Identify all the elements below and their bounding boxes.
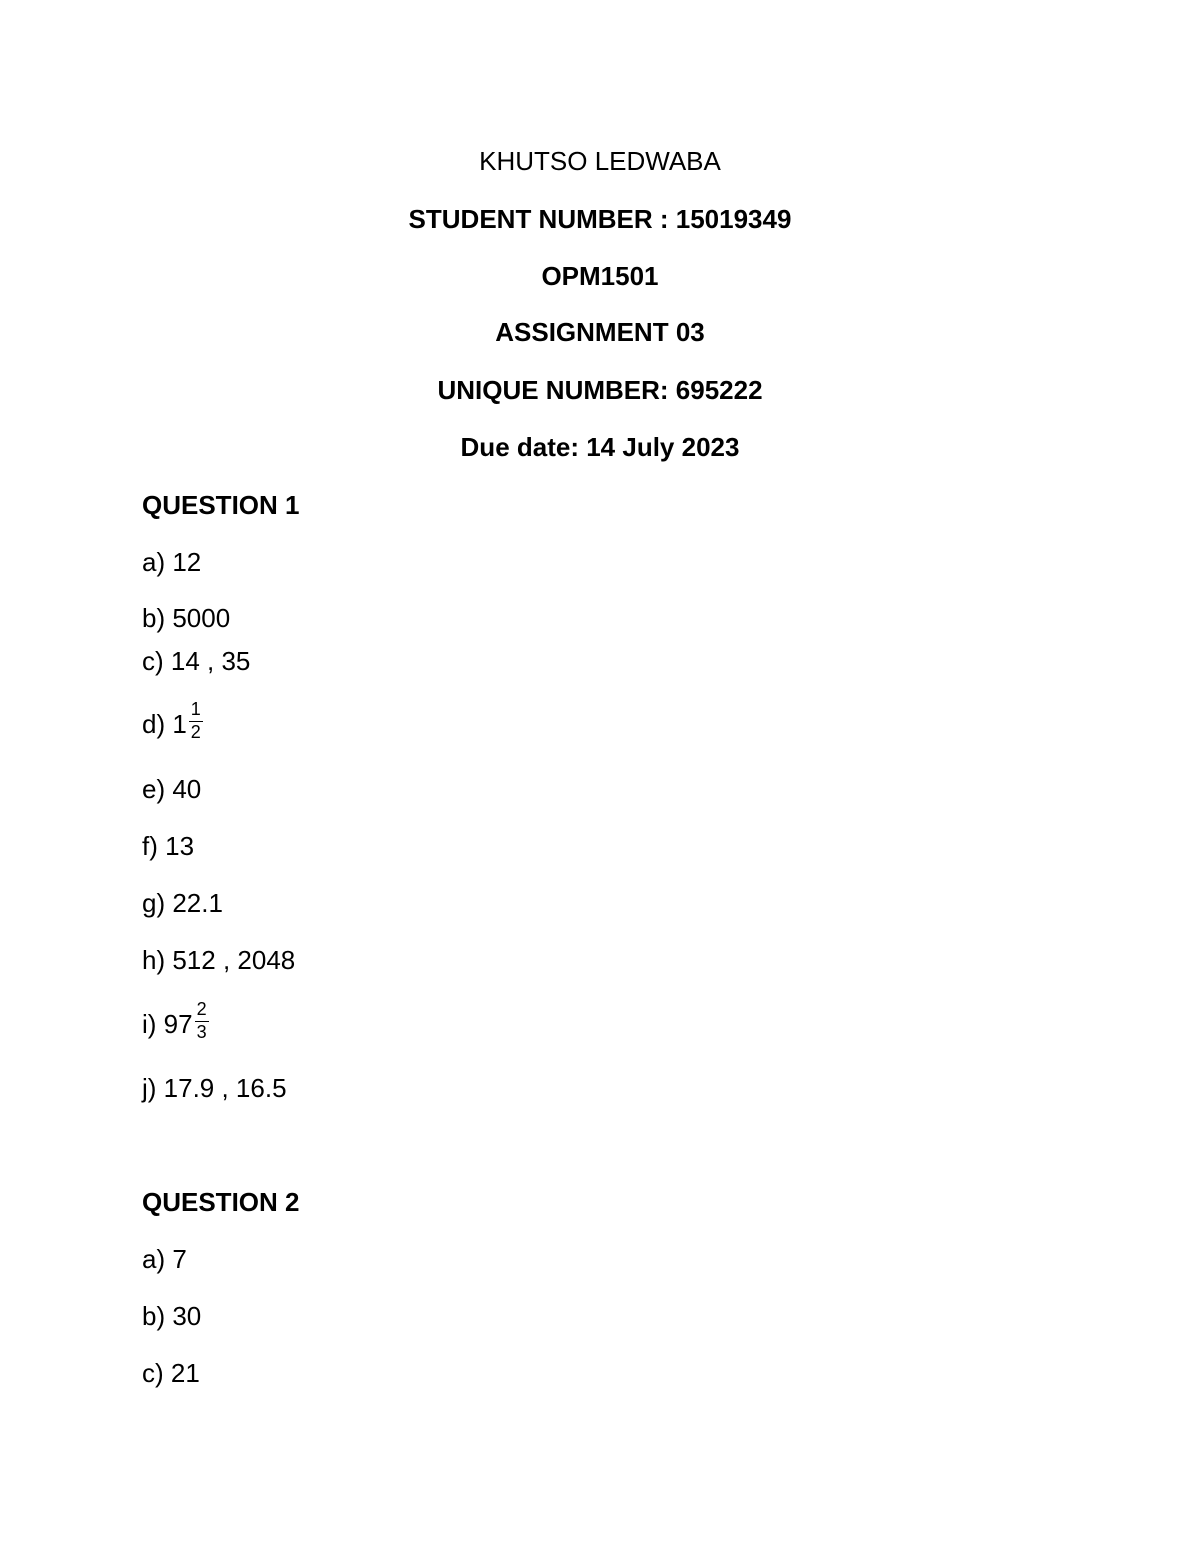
q1-answer-j: j) 17.9 , 16.5 [142, 1073, 287, 1103]
q1-answer-i [142, 999, 210, 1042]
question-2-title: QUESTION 2 [142, 1187, 300, 1217]
fraction-numerator: 2 [196, 999, 207, 1019]
q2-answer-b: b) 30 [142, 1301, 202, 1331]
q1-answer-f: f) 13 [142, 831, 195, 861]
q1-answer-g: g) 22.1 [142, 888, 223, 918]
fraction-numerator: 1 [190, 699, 201, 719]
fraction [194, 999, 210, 1042]
fraction-denominator: 2 [190, 722, 201, 742]
question-1-title: QUESTION 1 [142, 490, 300, 520]
q1-answer-h: h) 512 , 2048 [142, 945, 296, 975]
q1-answer-a: a) 12 [142, 547, 202, 577]
q1-answer-d-prefix: d) 1 [142, 709, 187, 739]
unique-number: UNIQUE NUMBER: 695222 [437, 375, 763, 405]
q1-answer-c: c) 14 , 35 [142, 646, 251, 676]
due-date: Due date: 14 July 2023 [460, 432, 740, 462]
student-number: STUDENT NUMBER : 15019349 [408, 204, 792, 234]
module-code: OPM1501 [541, 261, 659, 291]
q2-answer-c: c) 21 [142, 1358, 200, 1388]
q1-answer-e: e) 40 [142, 774, 202, 804]
fraction-denominator: 3 [196, 1022, 207, 1042]
q1-answer-d [142, 699, 204, 742]
student-name: KHUTSO LEDWABA [479, 146, 721, 176]
assignment-title: ASSIGNMENT 03 [495, 317, 705, 347]
fraction [188, 699, 204, 742]
q2-answer-a: a) 7 [142, 1244, 187, 1274]
q1-answer-b: b) 5000 [142, 603, 231, 633]
q1-answer-i-prefix: i) 97 [142, 1009, 193, 1039]
